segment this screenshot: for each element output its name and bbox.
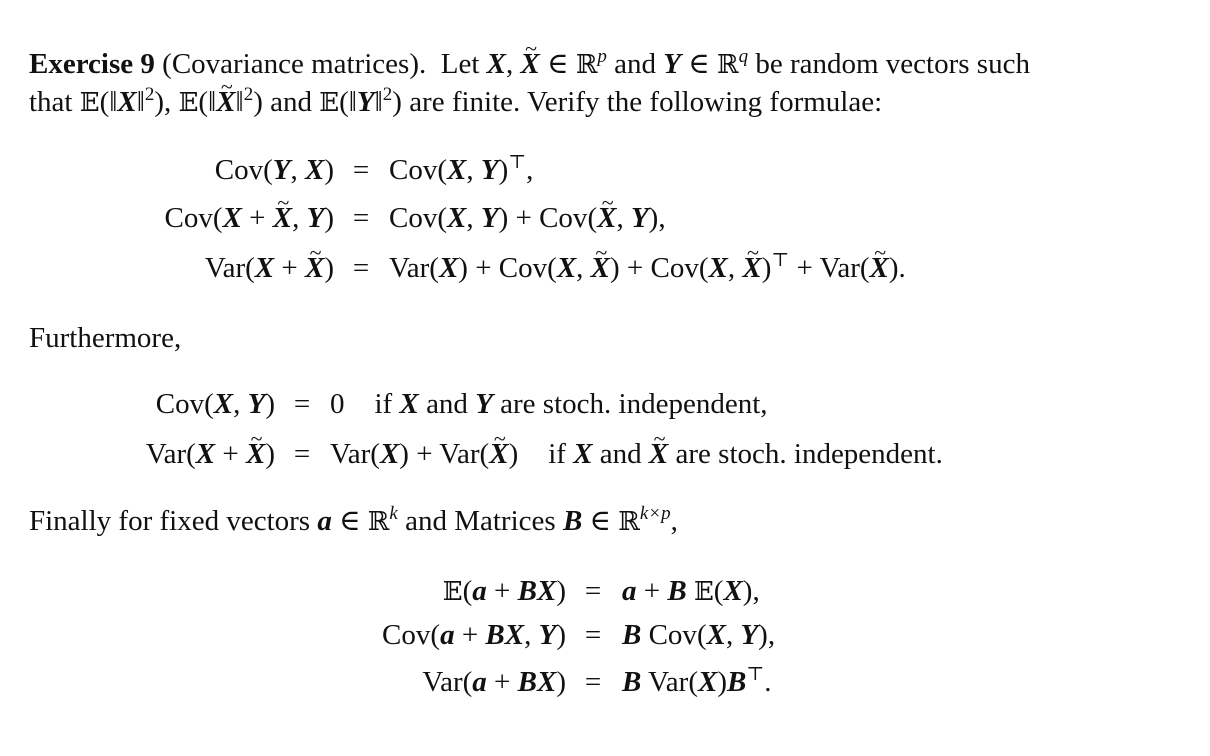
exercise-label: Exercise 9: [29, 48, 155, 80]
eq3-lhs: Var(X + ~ X): [205, 250, 334, 286]
eq6-rhs: a + B 𝔼(X),: [622, 575, 760, 607]
eq1-equals: =: [352, 154, 370, 186]
eq2-equals: =: [352, 202, 370, 234]
exercise-be: be random vectors such: [755, 48, 1030, 80]
eq4-lhs: Cov(X, Y): [155, 388, 275, 420]
finally-line: Finally for fixed vectors a ∈ ℝ$^k$ and Matrices B ∈ ℝ$^{k\times p}$,: [29, 503, 678, 537]
eq7-rhs: B Cov(X, Y),: [622, 619, 776, 651]
furthermore-text: Furthermore,: [29, 322, 182, 354]
eq7-equals: =: [584, 619, 602, 651]
eq5-lhs: Var(X + ~ X): [146, 436, 275, 472]
eq7-lhs: Cov(a + BX, Y): [382, 619, 566, 651]
eq2-lhs: Cov(X + ~ X, Y): [165, 200, 334, 236]
eq2-rhs: Cov(X, Y) + Cov(~ X, Y),: [389, 200, 666, 236]
eq3-equals: =: [352, 252, 370, 284]
exercise-let: Let: [440, 48, 480, 80]
that-word: that: [29, 86, 73, 118]
eq4-equals: =: [293, 388, 311, 420]
exercise-finite-line: that 𝔼(‖X‖$^2$), 𝔼(‖~ X‖$^2$) and 𝔼(‖Y‖$^2$) are finite. Verify the following formulae:: [29, 84, 882, 124]
eq8-equals: =: [584, 666, 602, 698]
exercise-title: (Covariance matrices).: [162, 48, 427, 80]
exercise-and: and: [614, 48, 657, 80]
eq1-rhs: Cov(X, Y)⊤,: [389, 152, 534, 186]
eq4-rhs: 0 if X and Y are stoch. independent,: [330, 388, 768, 420]
eq6-equals: =: [584, 575, 602, 607]
exercise-intro-line: Exercise 9 (Covariance matrices). Let X, ~ X ∈ ℝ$^p$ and Y ∈ ℝ$^q$ be random vectors such: [29, 46, 1030, 86]
finite-text: are finite. Verify the following formulae:: [409, 86, 883, 118]
eq3-rhs: Var(X) + Cov(X, ~ X) + Cov(X, ~ X)⊤ + Var(~ X).: [389, 250, 906, 290]
and-word-2: and: [270, 86, 312, 118]
eq1-lhs: Cov(Y, X): [214, 154, 334, 186]
eq8-rhs: B Var(X)B⊤.: [622, 664, 772, 698]
eq6-lhs: 𝔼(a + BX): [442, 575, 566, 607]
eq5-rhs: Var(X) + Var(~ X) if X and ~ X are stoch. independent.: [330, 436, 943, 472]
eq8-lhs: Var(a + BX): [422, 666, 566, 698]
eq5-equals: =: [293, 438, 311, 470]
